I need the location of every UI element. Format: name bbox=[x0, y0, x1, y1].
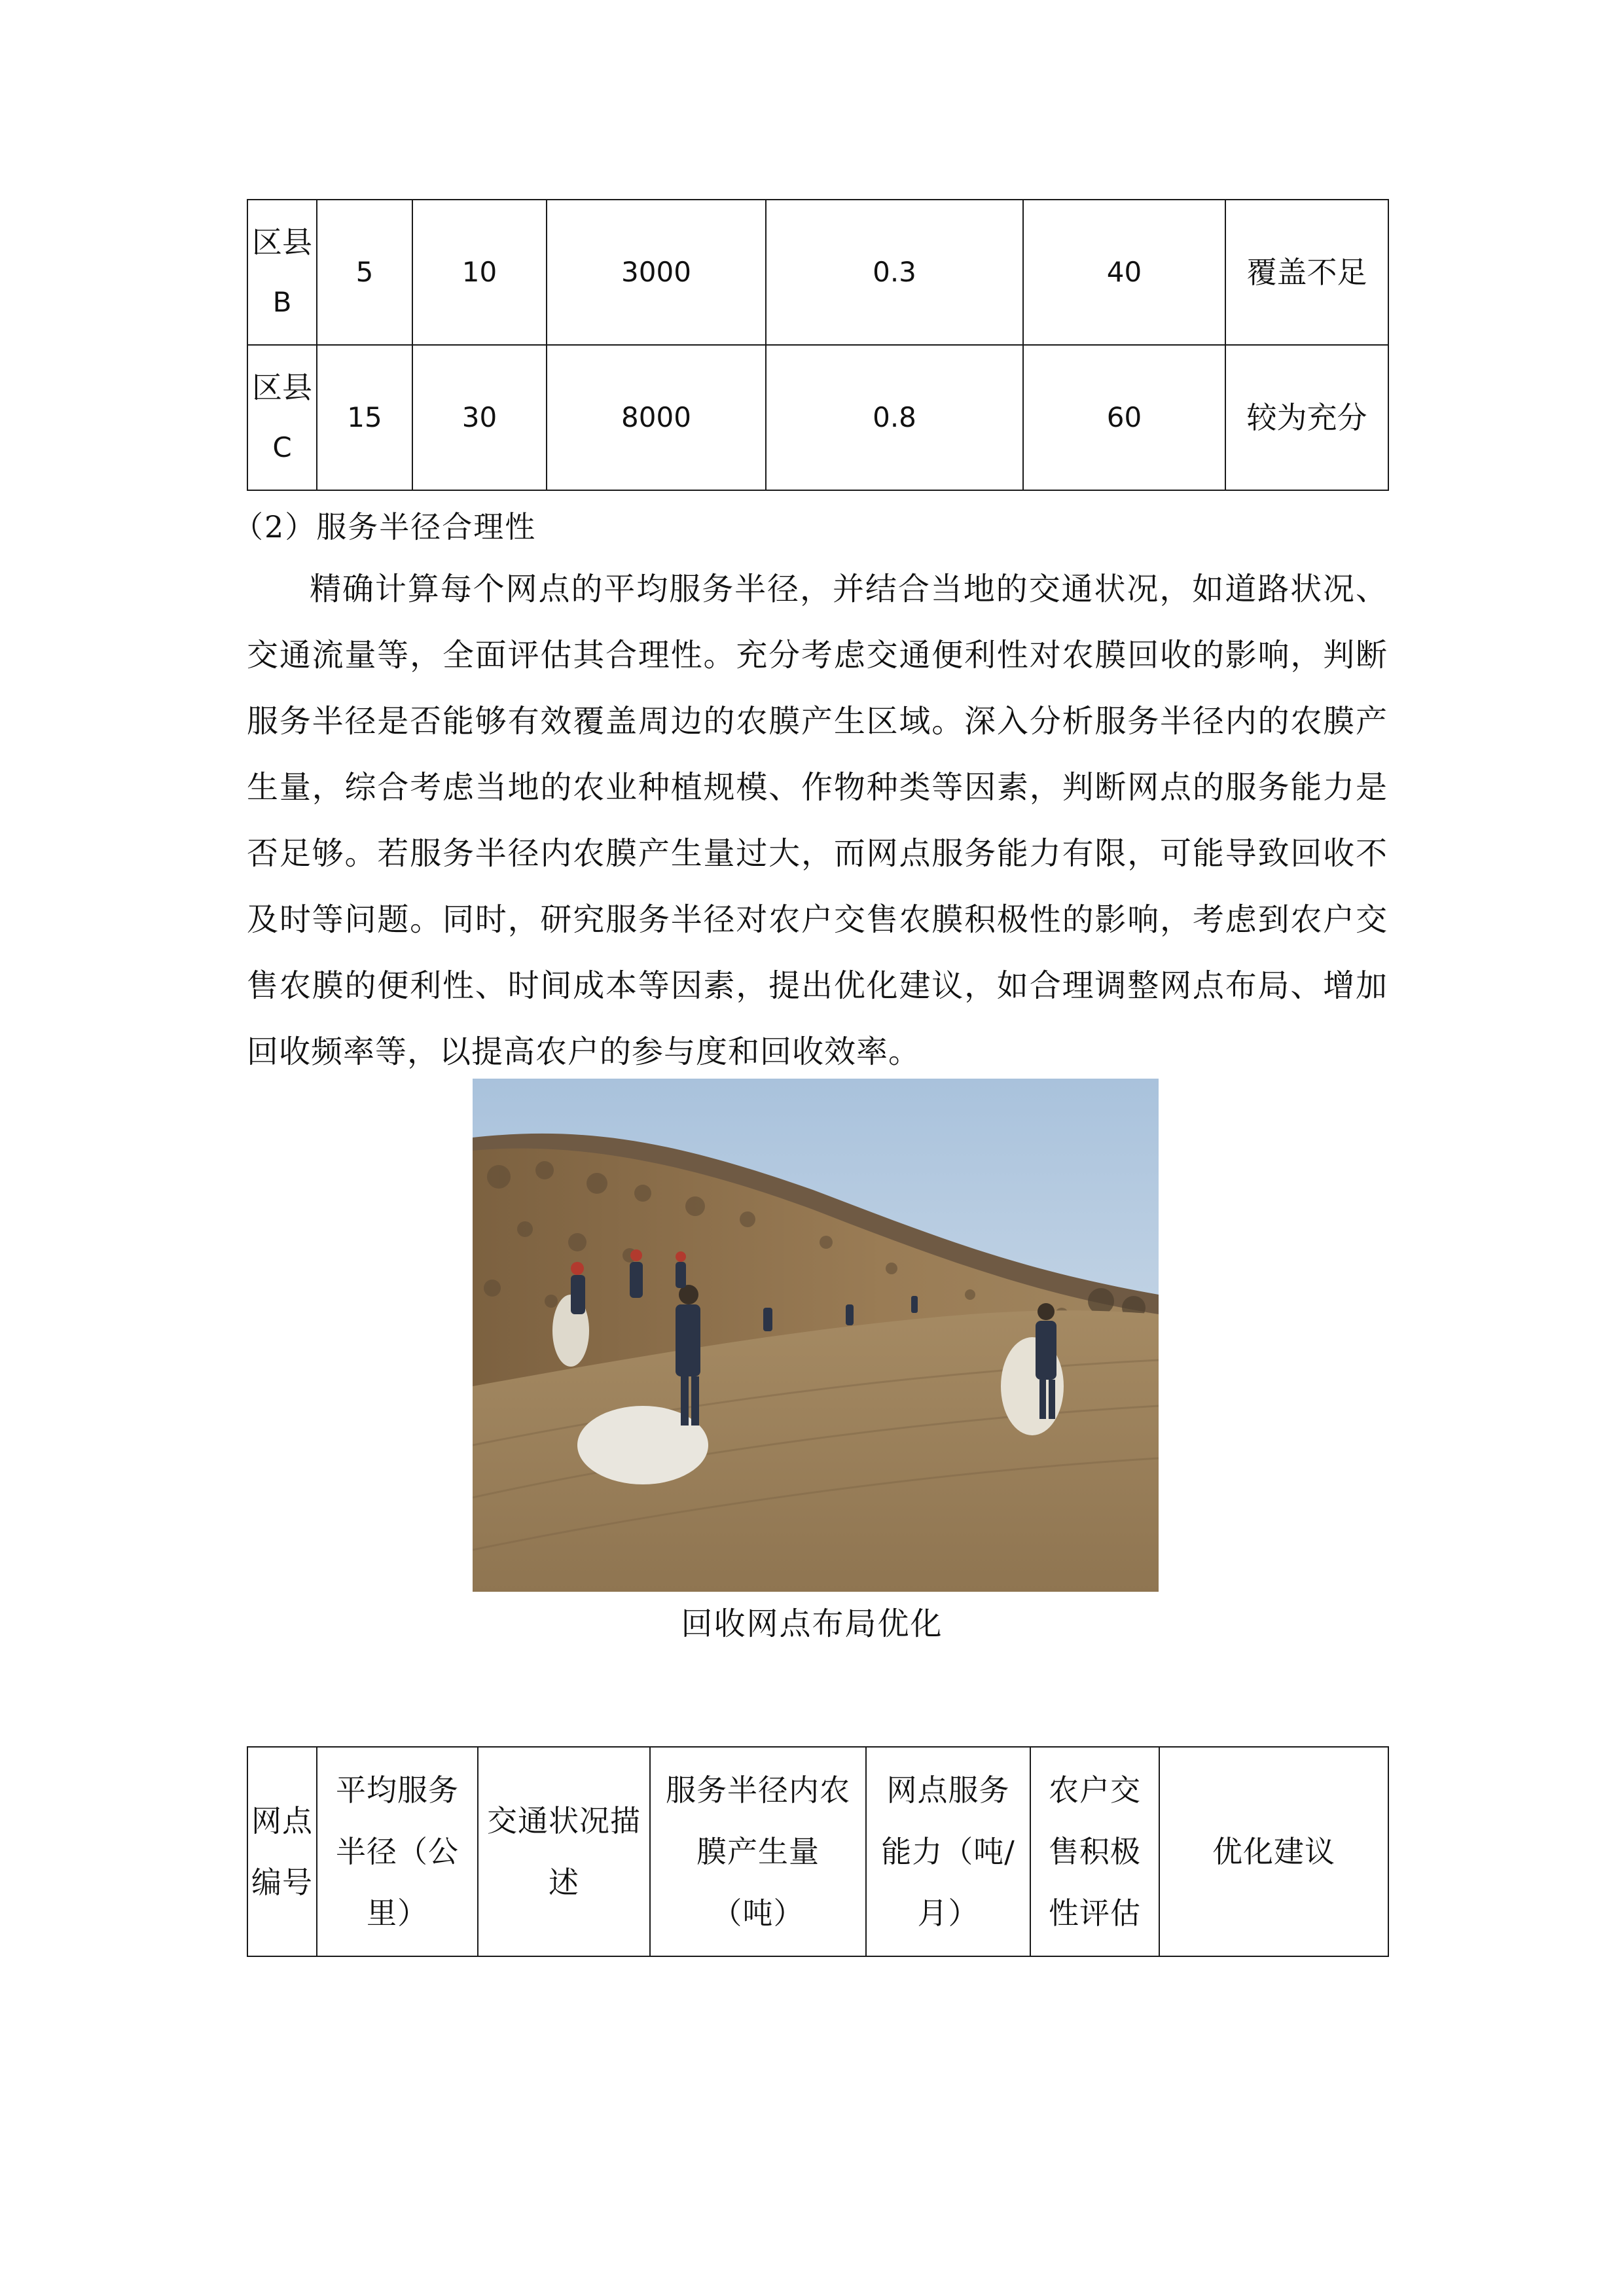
header-cell: 优化建议 bbox=[1159, 1747, 1388, 1956]
body-paragraph: 精确计算每个网点的平均服务半径，并结合当地的交通状况，如道路状况、交通流量等，全面评估其合理性。充分考虑交通便利性对农膜回收的影响，判断服务半径是否能够有效覆盖周边的农膜产生区域。深入分析服务半径内的农膜产生量，综合考虑当地的农业种植规模、作物种类等因素，判断网点的服务能力是否足够。若服务半径内农膜产生量过大，而网点服务能力有限，可能导致回收不及时等问题。同时，研究服务半径对农户交售农膜积极性的影响，考虑到农户交售农膜的便利性、时间成本等因素，提出优化建议，如合理调整网点布局、增加回收频率等，以提高农户的参与度和回收效率。 bbox=[247, 571, 1388, 1070]
section-heading: （2）服务半径合理性 bbox=[233, 509, 537, 545]
table-header-row bbox=[247, 1747, 1388, 1956]
table-row bbox=[247, 345, 1388, 490]
table-cell: 3000 bbox=[547, 200, 766, 345]
table-row bbox=[247, 200, 1388, 345]
table-cell: 区县 C bbox=[247, 345, 317, 490]
table-cell: 40 bbox=[1023, 200, 1225, 345]
table-cell: 8000 bbox=[547, 345, 766, 490]
table-cell: 0.3 bbox=[766, 200, 1023, 345]
header-cell: 服务半径内农 膜产生量 （吨） bbox=[650, 1747, 866, 1956]
header-cell: 交通状况描 述 bbox=[478, 1747, 650, 1956]
table-cell: 0.8 bbox=[766, 345, 1023, 490]
figure-caption: 回收网点布局优化 bbox=[681, 1605, 943, 1642]
header-cell: 网点服务 能力（吨/ 月） bbox=[866, 1747, 1030, 1956]
field-photo bbox=[473, 1079, 1159, 1592]
table-cell: 覆盖不足 bbox=[1225, 200, 1388, 345]
header-cell: 平均服务 半径（公 里） bbox=[317, 1747, 478, 1956]
district-table bbox=[247, 199, 1389, 491]
table-cell: 区县 B bbox=[247, 200, 317, 345]
table-cell: 较为充分 bbox=[1225, 345, 1388, 490]
table-cell: 5 bbox=[317, 200, 412, 345]
outlet-table bbox=[247, 1746, 1389, 1957]
table-cell: 30 bbox=[412, 345, 547, 490]
header-cell: 农户交 售积极 性评估 bbox=[1030, 1747, 1159, 1956]
table-cell: 15 bbox=[317, 345, 412, 490]
header-cell: 网点 编号 bbox=[247, 1747, 317, 1956]
table-cell: 10 bbox=[412, 200, 547, 345]
table-cell: 60 bbox=[1023, 345, 1225, 490]
